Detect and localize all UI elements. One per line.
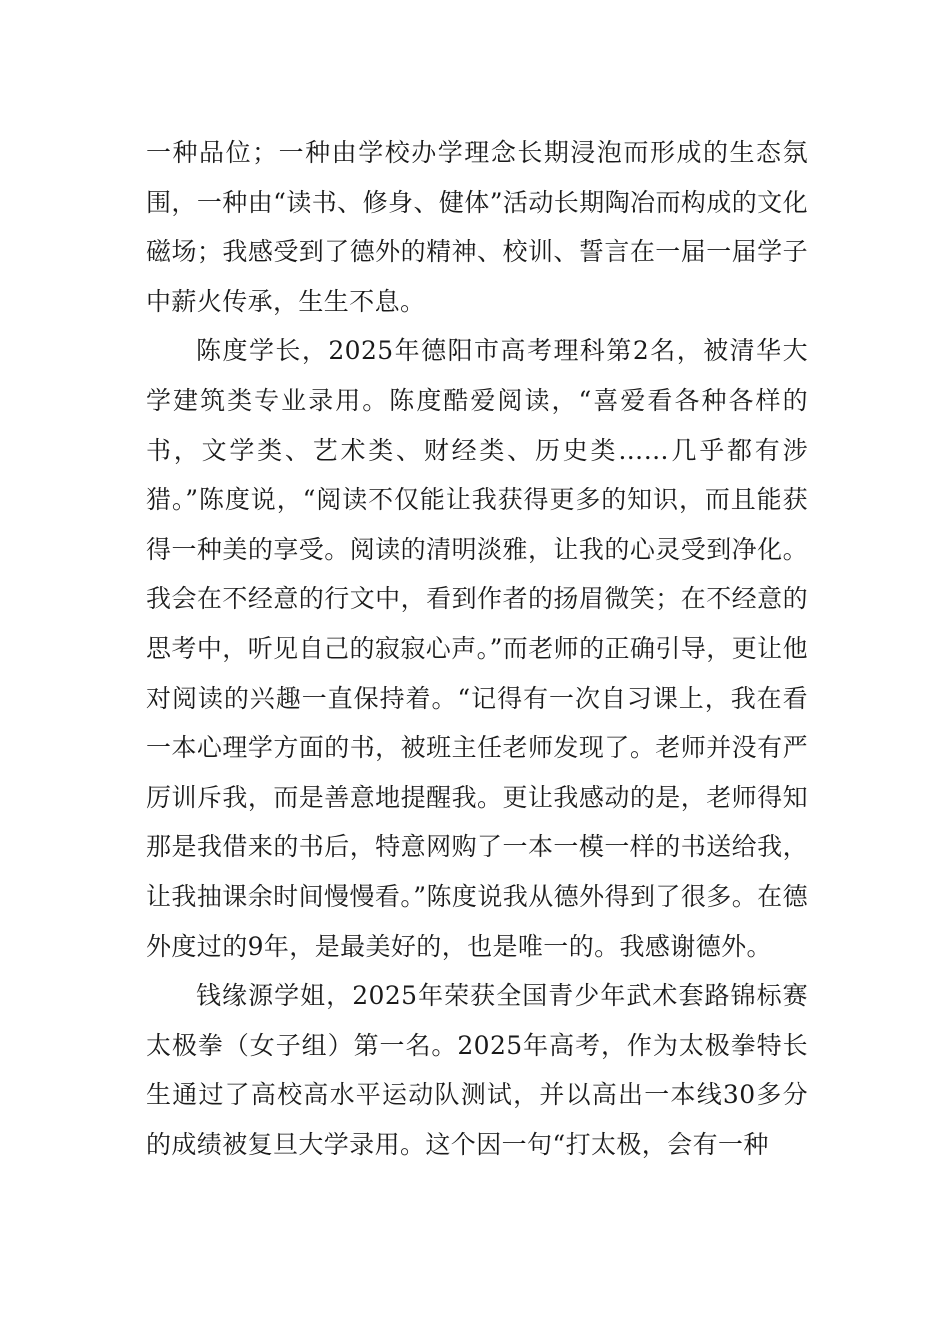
paragraph-continuation: 一种品位；一种由学校办学理念长期浸泡而形成的生态氛围，一种由“读书、修身、健体”活动长期陶冶而构成的文化磁场；我感受到了德外的精神、校训、誓言在一届一届学子中薪火传承，生生不息。: [146, 138, 808, 316]
document-body: [146, 128, 808, 1169]
paragraph-chen-du: 陈度学长，2025年德阳市高考理科第2名，被清华大学建筑类专业录用。陈度酷爱阅读，“喜爱看各种各样的书，文学类、艺术类、财经类、历史类……几乎都有涉猎。”陈度说，“阅读不仅能让我获得更多的知识，而且能获得一种美的享受。阅读的清明淡雅，让我的心灵受到净化。我会在不经意的行文中，看到作者的扬眉微笑；在不经意的思考中，听见自己的寂寂心声。”而老师的正确引导，更让他对阅读的兴趣一直保持着。“记得有一次自习课上，我在看一本心理学方面的书，被班主任老师发现了。老师并没有严厉训斥我，而是善意地提醒我。更让我感动的是，老师得知那是我借来的书后，特意网购了一本一模一样的书送给我，让我抽课余时间慢慢看。”陈度说我从德外得到了很多。在德外度过的9年，是最美好的，也是唯一的。我感谢德外。: [146, 336, 808, 961]
paragraph-qian-yuanyuan: 钱缘源学姐，2025年荣获全国青少年武术套路锦标赛太极拳（女子组）第一名。2025年高考，作为太极拳特长生通过了高校高水平运动队测试，并以高出一本线30多分的成绩被复旦大学录用。这个因一句“打太极，会有一种: [146, 981, 808, 1159]
